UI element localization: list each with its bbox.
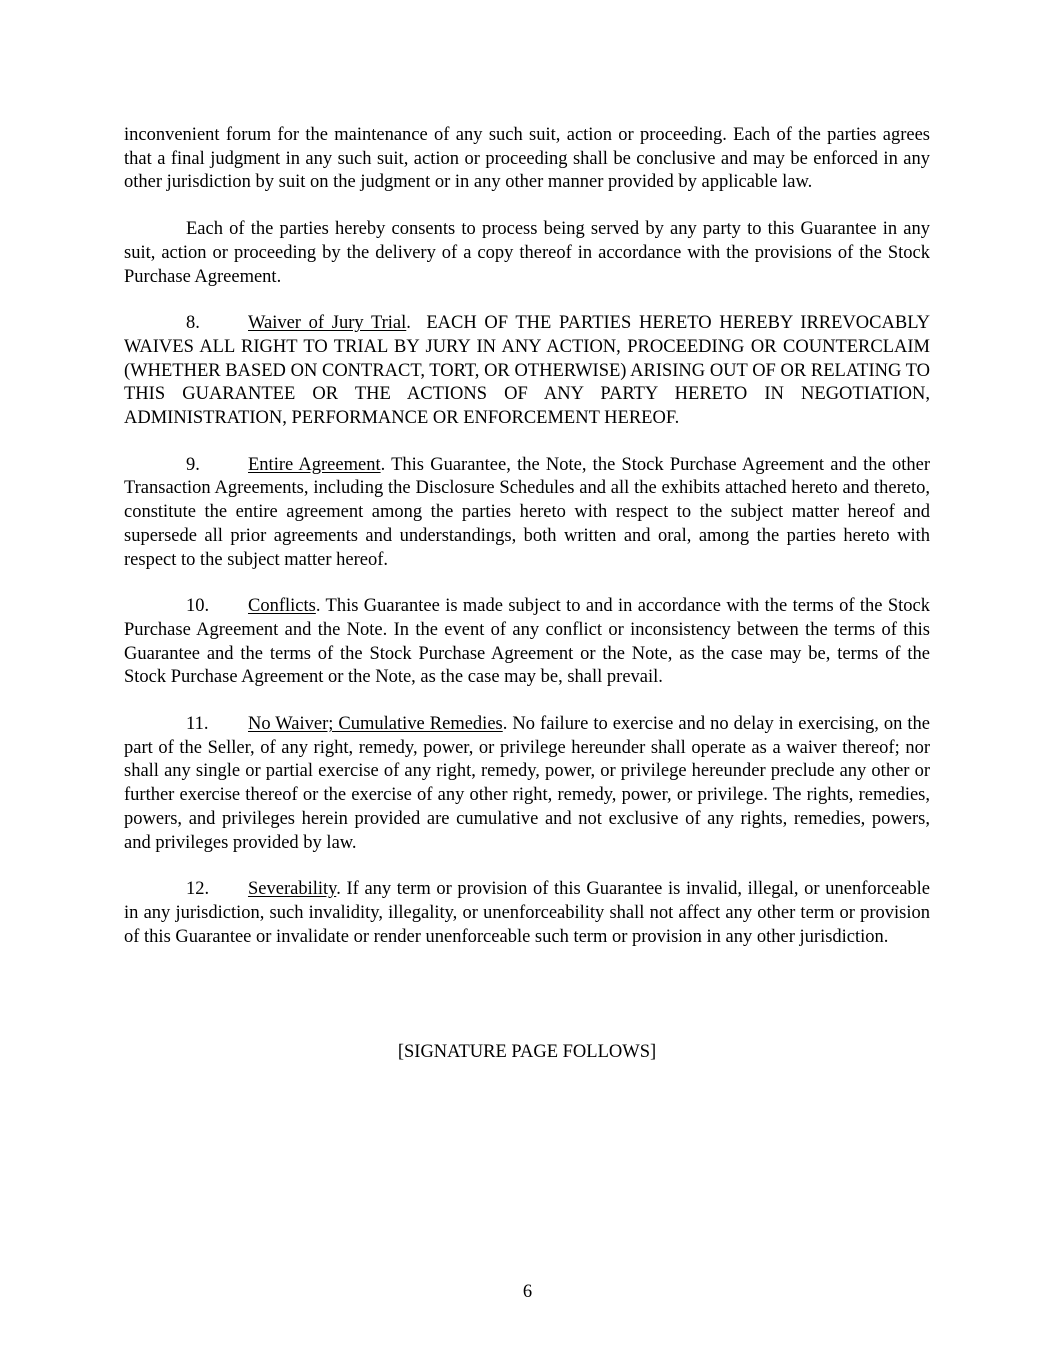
section-separator: .	[406, 313, 427, 334]
section-number: 10.	[186, 596, 210, 617]
section-text: EACH OF THE PARTIES HERETO HEREBY IRREVOCABLY WAIVES ALL RIGHT TO TRIAL BY JURY IN ANY ACTION, PROCEEDING OR COUNTERCLAIM (WHETHER BASED ON CONTRACT, TORT, OR OTHERWISE) ARISING OUT OF OR RELATING TO THIS GUARANTEE OR THE ACTIONS OF ANY PARTY HERETO IN NEGOTIATION, ADMINISTRATION, PERFORMANCE OR ENFORCEMENT HEREOF.	[124, 313, 931, 429]
continuation-paragraph: inconvenient forum for the maintenance of any such suit, action or proceeding. Each of the parties agrees that a final judgment in any such suit, action or proceeding shall be conclusive and may be enforced in any other jurisdiction by suit on the judgment or in any other manner provided by applicable law.	[124, 125, 930, 193]
section-number: 9.	[186, 454, 200, 475]
document-body	[124, 124, 930, 972]
section-8-paragraph	[124, 312, 930, 431]
section-12-paragraph	[124, 878, 930, 949]
section-separator: .	[502, 714, 513, 735]
signature-page-follows-note: [SIGNATURE PAGE FOLLOWS]	[397, 1042, 657, 1062]
section-10-paragraph	[124, 595, 930, 690]
section-number: 8.	[186, 313, 200, 334]
page-number: 6	[522, 1282, 533, 1302]
section-heading: Severability	[248, 879, 337, 900]
section-text: No failure to exercise and no delay in exercising, on the part of the Seller, of any right, remedy, power, or privilege hereunder shall operate as a waiver thereof; nor shall any single or partial exercise of any right, remedy, power, or privilege hereunder preclude any other or further exercise thereof or the exercise of any other right, remedy, power, or privilege. The rights, remedies, powers, and privileges herein provided are cumulative and not exclusive of any rights, remedies, powers, and privileges provided by law.	[124, 714, 930, 853]
section-separator: .	[336, 879, 347, 900]
section-separator: .	[380, 454, 392, 475]
section-9-paragraph	[124, 454, 930, 573]
section-text: This Guarantee, the Note, the Stock Purchase Agreement and the other Transaction Agreements, including the Disclosure Schedules and all the exhibits attached hereto and thereto, constitute the entire agreement among the parties hereto with respect to the subject matter hereof and supersede all prior agreements and understandings, both written and oral, among the parties hereto with respect to the subject matter hereof.	[124, 454, 931, 570]
section-number: 11.	[186, 714, 209, 735]
section-heading: Conflicts	[248, 596, 316, 617]
section-separator: .	[315, 596, 326, 617]
section-text: This Guarantee is made subject to and in accordance with the terms of the Stock Purchase Agreement and the Note. In the event of any conflict or inconsistency between the terms of this Guarantee and the terms of the Stock Purchase Agreement or the Note, as the case may be, terms of the Stock Purchase Agreement or the Note, as the case may be, shall prevail.	[124, 596, 930, 688]
process-paragraph: Each of the parties hereby consents to process being served by any party to this Guarantee in any suit, action or proceeding by the delivery of a copy thereof in accordance with the provisions of the Stock Purchase Agreement.	[124, 219, 930, 287]
section-heading: No Waiver; Cumulative Remedies	[248, 714, 503, 735]
section-text: If any term or provision of this Guarantee is invalid, illegal, or unenforceable in any jurisdiction, such invalidity, illegality, or unenforceability shall not affect any other term or provision of this Guarantee or invalidate or render unenforceable such term or provision in any other jurisdiction.	[124, 879, 931, 947]
section-heading: Waiver of Jury Trial	[248, 313, 407, 334]
section-heading: Entire Agreement	[248, 454, 381, 475]
section-11-paragraph	[124, 713, 930, 855]
section-number: 12.	[186, 879, 210, 900]
